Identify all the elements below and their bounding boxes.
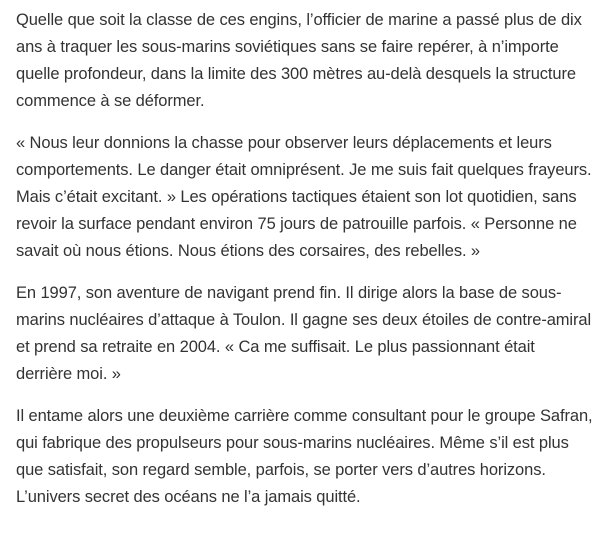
article-paragraph: « Nous leur donnions la chasse pour observer leurs déplacements et leurs comportements. Le danger était omniprésent. Je me suis fait quelques frayeurs. Mais c’était excitant. » Les opérations tactiques étaient son lot quotidien, sans revoir la surface pendant environ 75 jours de patrouille parfois. « Personne ne savait où nous étions. Nous étions des corsaires, des rebelles. »: [16, 134, 592, 260]
article-paragraph: En 1997, son aventure de navigant prend fin. Il dirige alors la base de sous-marins nucléaires d’attaque à Toulon. Il gagne ses deux étoiles de contre-amiral et prend sa retraite en 2004. « Ca me suffisait. Le plus passionnant était derrière moi. »: [16, 284, 592, 383]
article-paragraph: Il entame alors une deuxième carrière comme consultant pour le groupe Safran, qui fabrique des propulseurs pour sous-marins nucléaires. Même s’il est plus que satisfait, son regard semble, parfois, se porter vers d’autres horizons. L’univers secret des océans ne l’a jamais quitté.: [16, 407, 593, 506]
article-paragraph: Quelle que soit la classe de ces engins, l’officier de marine a passé plus de dix ans à traquer les sous-marins soviétiques sans se faire repérer, à n’importe quelle profondeur, dans la limite des 300 mètres au-delà desquels la structure commence à se déformer.: [16, 11, 582, 110]
